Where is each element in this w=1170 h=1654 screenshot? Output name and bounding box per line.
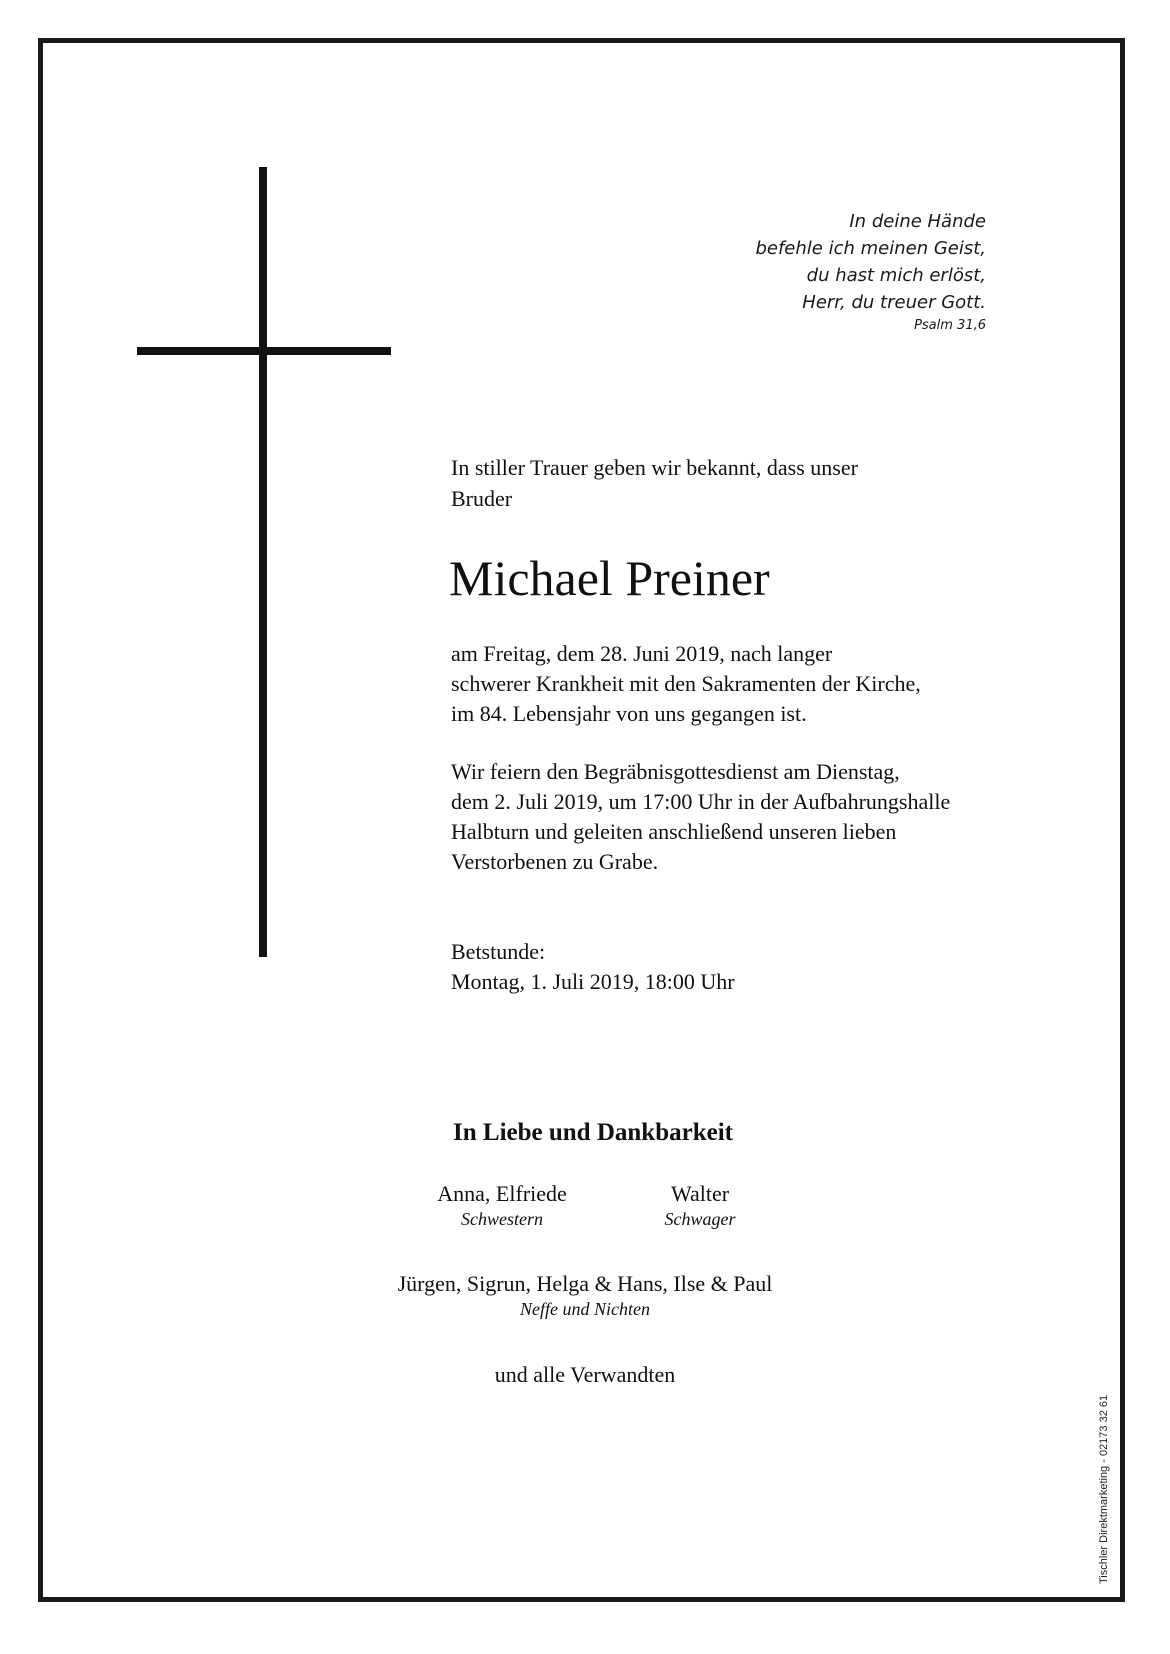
funeral-line: Wir feiern den Begräbnisgottesdienst am Dienstag,	[451, 759, 900, 784]
funeral-paragraph	[451, 757, 1051, 877]
prayer-hour	[451, 937, 1051, 997]
mourner-relation: Schwager	[664, 1209, 736, 1229]
prayer-label: Betstunde:	[451, 939, 546, 964]
closing-heading: In Liebe und Dankbarkeit	[453, 1119, 733, 1146]
intro-line: Bruder	[451, 486, 513, 511]
funeral-line: Verstorbenen zu Grabe.	[451, 849, 659, 874]
mourner-relation: Schwestern	[461, 1209, 543, 1229]
psalm-line: Herr, du treuer Gott.	[802, 292, 986, 313]
psalm-line: In deine Hände	[849, 211, 986, 232]
funeral-line: Halbturn und geleiten anschließend unseren lieben	[451, 819, 897, 844]
mourner-relation: Neffe und Nichten	[520, 1299, 650, 1319]
mourner-names: Jürgen, Sigrun, Helga & Hans, Ilse & Paul	[397, 1271, 773, 1296]
cross-horizontal-beam	[137, 347, 391, 355]
all-relatives: und alle Verwandten	[494, 1362, 676, 1387]
mourner-group-brother-in-law	[620, 1180, 780, 1230]
psalm-line: du hast mich erlöst,	[806, 265, 986, 286]
deceased-name: Michael Preiner	[449, 550, 770, 606]
announcement-intro	[451, 452, 1011, 514]
printer-imprint: Tischler Direktmarketing - 02173 32 61	[1098, 1394, 1110, 1584]
mourner-names: Anna, Elfriede	[437, 1181, 567, 1206]
death-line: schwerer Krankheit mit den Sakramenten der Kirche,	[451, 671, 921, 696]
funeral-line: dem 2. Juli 2019, um 17:00 Uhr in der Aufbahrungshalle	[451, 789, 951, 814]
death-line: im 84. Lebensjahr von uns gegangen ist.	[451, 701, 807, 726]
death-line: am Freitag, dem 28. Juni 2019, nach langer	[451, 641, 833, 666]
psalm-quote	[686, 208, 986, 336]
mourner-group-nephews-nieces	[285, 1270, 885, 1320]
psalm-reference: Psalm 31,6	[914, 318, 986, 333]
mourner-group-sisters	[412, 1180, 592, 1230]
death-paragraph	[451, 639, 1051, 729]
psalm-line: befehle ich meinen Geist,	[755, 238, 986, 259]
cross-vertical-beam	[259, 167, 267, 957]
intro-line: In stiller Trauer geben wir bekannt, dass unser	[451, 455, 858, 480]
mourner-names: Walter	[670, 1181, 730, 1206]
prayer-date: Montag, 1. Juli 2019, 18:00 Uhr	[451, 969, 735, 994]
